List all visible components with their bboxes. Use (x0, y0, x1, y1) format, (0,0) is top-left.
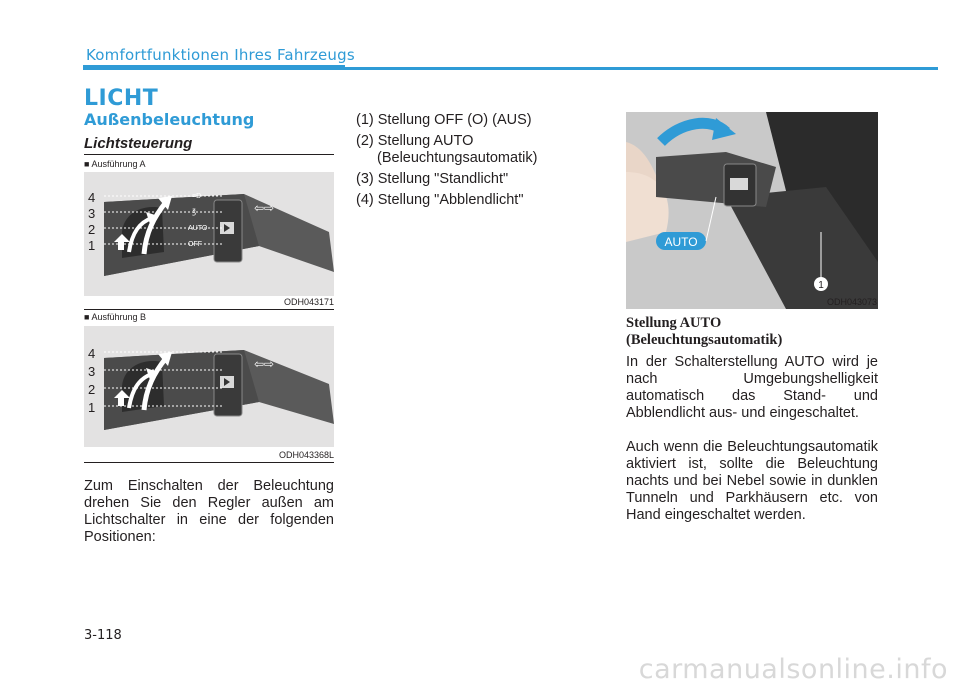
svg-text:≡D: ≡D (192, 193, 202, 200)
header-rule (83, 67, 938, 70)
watermark: carmanualsonline.info (638, 654, 948, 685)
auto-badge: AUTO (664, 235, 698, 249)
position-number-3: 3 (88, 206, 96, 221)
figure-b-top-rule (84, 309, 334, 310)
auto-section (626, 315, 878, 524)
position-number-1: 1 (88, 400, 96, 415)
subsubsection-title: Lichtsteuerung (84, 135, 193, 152)
light-switch-a-drawing (84, 172, 334, 296)
page-number: 3-118 (84, 628, 122, 643)
callout-number: 1 (818, 280, 824, 291)
svg-text:OFF: OFF (188, 241, 202, 248)
light-switch-b-drawing (84, 326, 334, 447)
position-number-2: 2 (88, 382, 96, 397)
figure-c-code: ODH043073 (826, 297, 877, 307)
auto-paragraph-1: In der Schalterstellung AUTO wird je nach Umgebungshelligkeit automatisch das Stand- und Abblendlicht aus- und eingeschaltet. (626, 354, 878, 421)
figure-a-label: ■ Ausführung A (84, 159, 146, 169)
position-number-3: 3 (88, 364, 96, 379)
svg-text:⇦⇨: ⇦⇨ (254, 357, 275, 371)
list-item-continuation: (Beleuchtungsautomatik) (377, 150, 538, 166)
figure-b-illustration (84, 326, 334, 447)
list-item: (4) Stellung "Abblendlicht" (356, 192, 524, 208)
list-item: (3) Stellung "Standlicht" (356, 171, 509, 187)
position-list (356, 112, 586, 209)
auto-heading-line2: (Beleuchtungsautomatik) (626, 332, 783, 348)
auto-heading-line1: Stellung AUTO (626, 315, 722, 331)
svg-text:⇦⇨: ⇦⇨ (254, 201, 275, 215)
figure-c-photo (626, 112, 878, 309)
auto-switch-photo (626, 112, 878, 309)
auto-paragraph-2: Auch wenn die Beleuchtungsautomatik aktiviert ist, sollte die Beleuchtung nachts und bei Nebel sowie in dunklen Tunneln und Parkhäusern etc. von Hand eingeschaltet werden. (626, 439, 878, 523)
figure-a-code: ODH043171 (283, 297, 334, 307)
figure-b-bottom-rule (84, 462, 334, 463)
figure-a-top-rule (84, 154, 334, 155)
figure-b-code: ODH043368L (278, 450, 334, 460)
position-number-4: 4 (88, 346, 96, 361)
svg-text:AUTO: AUTO (188, 225, 208, 232)
running-header: Komfortfunktionen Ihres Fahrzeugs (86, 46, 355, 64)
intro-paragraph: Zum Einschalten der Beleuchtung drehen Sie den Regler außen am Lichtschalter in eine der folgenden Positionen: (84, 478, 334, 545)
svg-text:℥: ℥ (192, 209, 197, 216)
subsection-title: Außenbeleuchtung (84, 110, 255, 129)
position-number-4: 4 (88, 190, 96, 205)
list-item: (2) Stellung AUTO (356, 133, 474, 149)
figure-a-illustration (84, 172, 334, 296)
position-number-2: 2 (88, 222, 96, 237)
list-item: (1) Stellung OFF (O) (AUS) (356, 112, 532, 128)
figure-b-label: ■ Ausführung B (84, 312, 146, 322)
chapter-title: LICHT (84, 86, 159, 111)
position-number-1: 1 (88, 238, 96, 253)
